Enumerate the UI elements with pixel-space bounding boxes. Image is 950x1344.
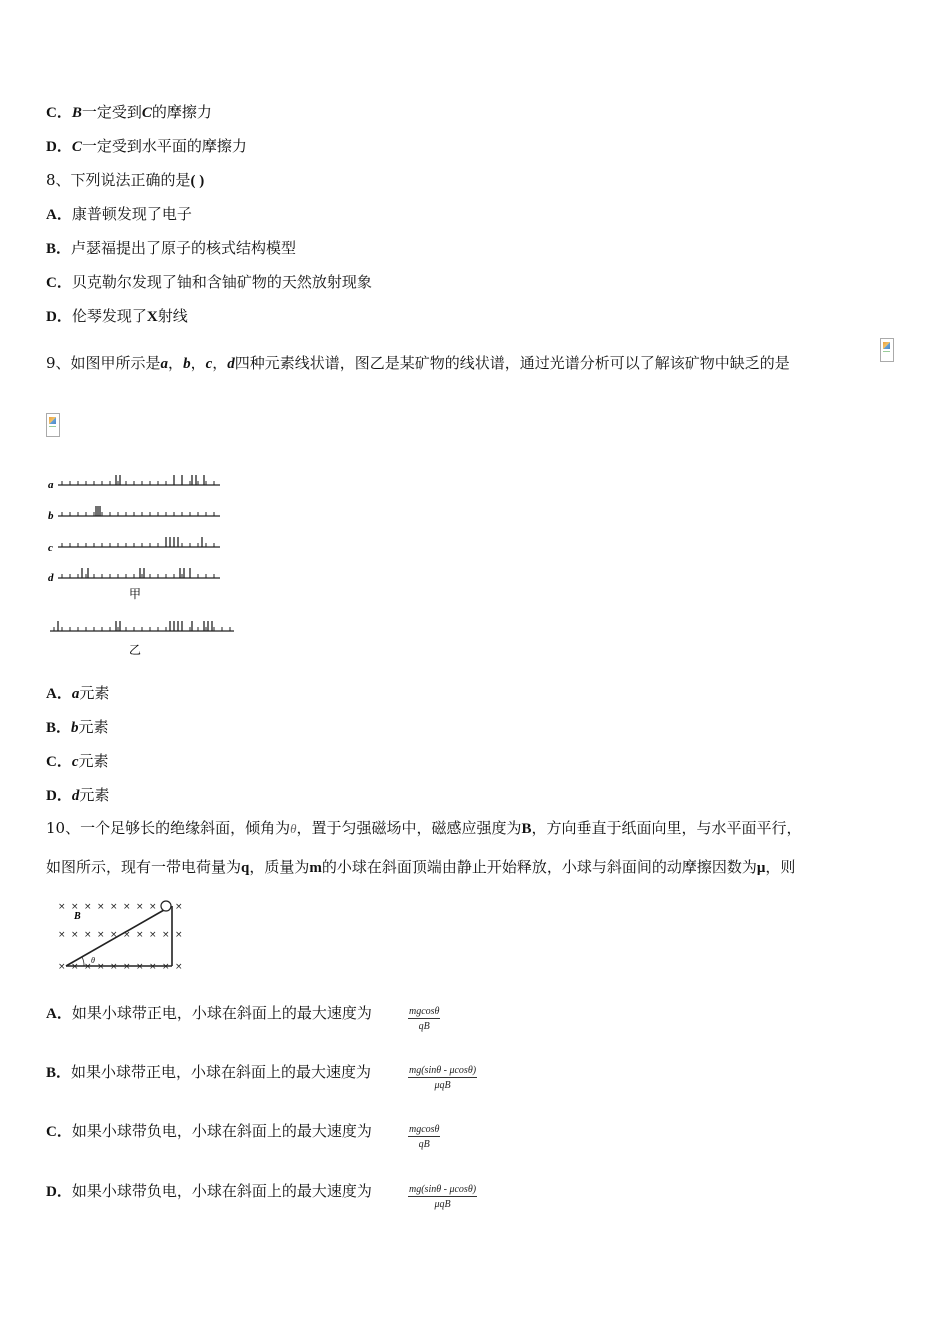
formula-fraction: mg(sinθ - μcosθ) μqB	[409, 1184, 477, 1210]
q9-option-d: D．d元素	[46, 786, 110, 804]
row-label-d: d	[48, 572, 54, 584]
formula-fraction: $\frac{mgcos\theta}{qB}$	[409, 1006, 440, 1032]
q9-option-b: B．b元素	[46, 718, 109, 736]
field-cross: ×	[162, 962, 170, 972]
formula-fraction: $\frac{mgcos\theta}{qB}$	[409, 1124, 440, 1150]
field-cross: ×	[149, 930, 157, 940]
q10-option-b: B．如果小球带正电，小球在斜面上的最大速度为	[46, 1063, 372, 1081]
field-cross: ×	[110, 930, 118, 940]
broken-image-icon	[46, 413, 60, 437]
field-cross: ×	[97, 930, 105, 940]
q10-option-d: D．如果小球带负电，小球在斜面上的最大速度为	[46, 1182, 372, 1200]
field-cross: ×	[84, 902, 92, 912]
q7-option-d: D．C一定受到水平面的摩擦力	[46, 137, 247, 155]
field-cross: ×	[123, 962, 131, 972]
q7-option-c: C．B一定受到C的摩擦力	[46, 103, 212, 121]
row-label-b: b	[48, 510, 54, 522]
q10-stem-line1: 10、一个足够长的绝缘斜面，倾角为θ，置于匀强磁场中，磁感应强度为B，方向垂直于纸面向里，与水平面平行，	[46, 819, 802, 837]
row-label-a: a	[48, 479, 54, 491]
caption-jia: 甲	[129, 587, 142, 601]
field-cross: ×	[175, 902, 183, 912]
q9-option-c: C．c元素	[46, 752, 109, 770]
q8-option-d: D．伦琴发现了X射线	[46, 307, 188, 325]
field-cross: ×	[58, 930, 66, 940]
q10-option-c: C．如果小球带负电，小球在斜面上的最大速度为	[46, 1122, 372, 1140]
spectrum-lines	[50, 475, 234, 631]
row-label-c: c	[48, 542, 53, 554]
q10-option-a: A．如果小球带正电，小球在斜面上的最大速度为	[46, 1004, 372, 1022]
q8-stem: 8、下列说法正确的是( )	[46, 171, 205, 189]
q8-option-b: B．卢瑟福提出了原子的核式结构模型	[46, 239, 297, 257]
q8-option-c: C．贝克勒尔发现了铀和含铀矿物的天然放射现象	[46, 273, 372, 291]
field-cross: ×	[58, 902, 66, 912]
field-cross: ×	[136, 930, 144, 940]
option-label: D．	[46, 139, 72, 155]
field-cross: ×	[110, 902, 118, 912]
incline-figure	[52, 892, 190, 976]
field-cross: ×	[123, 930, 131, 940]
field-cross: ×	[149, 902, 157, 912]
field-cross: ×	[175, 930, 183, 940]
field-cross: ×	[162, 930, 170, 940]
field-cross: ×	[110, 962, 118, 972]
spectrum-figure	[44, 468, 244, 662]
broken-image-icon	[880, 338, 894, 362]
field-cross: ×	[71, 962, 79, 972]
field-cross: ×	[97, 962, 105, 972]
field-cross: ×	[71, 930, 79, 940]
formula-fraction: mg(sinθ - μcosθ) μqB	[409, 1065, 477, 1091]
ball	[161, 901, 171, 911]
field-cross: ×	[84, 962, 92, 972]
caption-yi: 乙	[129, 643, 142, 657]
option-label: C．	[46, 105, 72, 121]
q9-stem: 9、如图甲所示是a，b，c，d四种元素线状谱，图乙是某矿物的线状谱，通过光谱分析可以了解该矿物中缺乏的是	[46, 354, 790, 372]
q8-option-a: A．康普顿发现了电子	[46, 205, 192, 223]
field-cross: ×	[71, 902, 79, 912]
field-cross: ×	[123, 902, 131, 912]
q10-stem-line2: 如图所示，现有一带电荷量为q，质量为m的小球在斜面顶端由静止开始释放，小球与斜面间的动摩擦因数为μ，则	[46, 858, 796, 876]
label-b: B	[74, 911, 81, 922]
label-theta: θ	[91, 956, 95, 965]
field-cross: ×	[58, 962, 66, 972]
field-cross: ×	[84, 930, 92, 940]
field-cross: ×	[175, 962, 183, 972]
field-cross: ×	[149, 962, 157, 972]
field-cross: ×	[136, 962, 144, 972]
angle-arc	[82, 957, 84, 966]
field-cross: ×	[136, 902, 144, 912]
field-cross: ×	[97, 902, 105, 912]
q9-option-a: A．a元素	[46, 684, 110, 702]
